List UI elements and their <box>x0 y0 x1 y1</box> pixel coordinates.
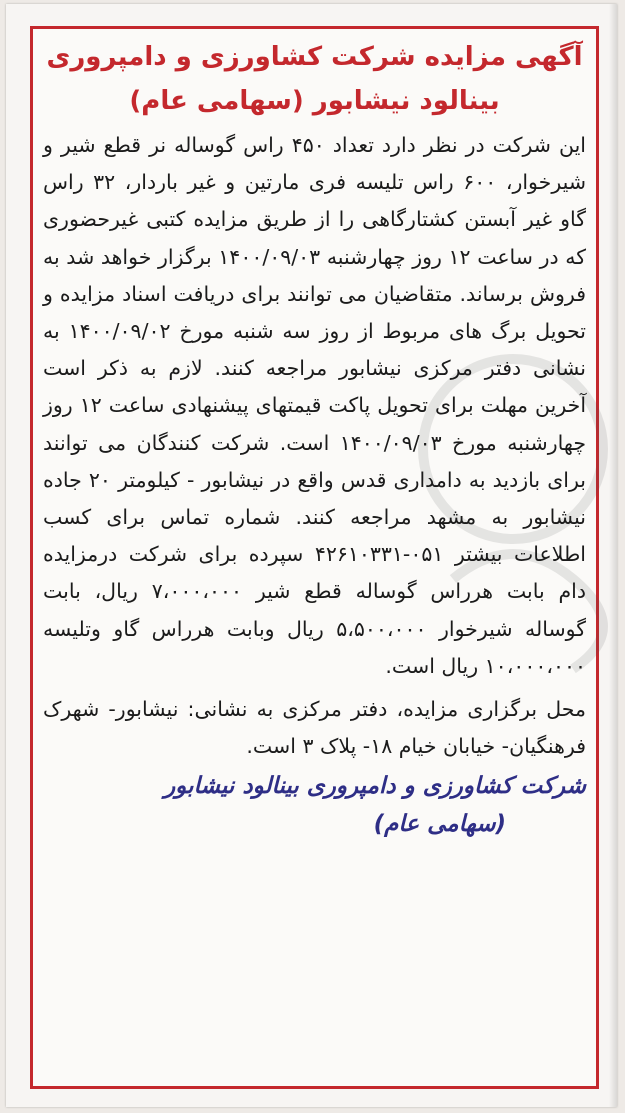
notice-venue: محل برگزاری مزایده، دفتر مرکزی به نشانی: نیشابور- شهرک فرهنگیان- خیابان خیام ۱۸- پلاک ۳ است. <box>43 697 586 759</box>
notice-title: آگهی مزایده شرکت کشاورزی و دامپروری <box>46 42 583 72</box>
notice-body: این شرکت در نظر دارد تعداد ۴۵۰ راس گوساله نر قطع شیر و شیرخوار، ۶۰۰ راس تلیسه فری مارتین و غیر باردار، ۳۲ راس گاو غیر آبستن کشتارگاهی را از طریق مزایده کتبی غیرحضوری که در ساعت ۱۲ روز چهارشنبه ۱۴۰۰/۰۹/۰۳ برگزار خواهد شد به فروش برساند. متقاضیان می توانند برای دریافت اسناد مزایده و تحویل برگ های مربوط از روز سه شنبه مورخ ۱۴۰۰/۰۹/۰۲ به نشانی دفتر مرکزی نیشابور مراجعه کنند. لازم به ذکر است آخرین مهلت برای تحویل پاکت قیمتهای پیشنهادی ساعت ۱۲ روز چهارشنبه مورخ ۱۴۰۰/۰۹/۰۳ است. شرکت کنندگان می توانند برای بازدید به دامداری قدس واقع در نیشابور - کیلومتر ۲۰ جاده نیشابور به مشهد مراجعه کنند. شماره تماس برای کسب اطلاعات بیشتر ۰۵۱-۴۲۶۱۰۳۳۱ سپرده برای شرکت درمزایده دام بابت هرراس گوساله قطع شیر ۷،۰۰۰،۰۰۰ ریال، بابت گوساله شیرخوار ۵،۵۰۰،۰۰۰ ریال وبابت هرراس گاو وتلیسه ۱۰،۰۰۰،۰۰۰ ریال است. <box>43 133 587 678</box>
company-signature-type: (سهامی عام) <box>373 811 506 838</box>
paper-edge-shadow <box>609 4 617 1107</box>
newspaper-clipping <box>6 4 617 1107</box>
notice-content <box>43 35 586 1080</box>
company-signature: شرکت کشاورزی و دامپروری بینالود نیشابور <box>164 773 586 800</box>
notice-subtitle: بینالود نیشابور (سهامی عام) <box>129 86 500 116</box>
notice-frame <box>30 26 599 1089</box>
